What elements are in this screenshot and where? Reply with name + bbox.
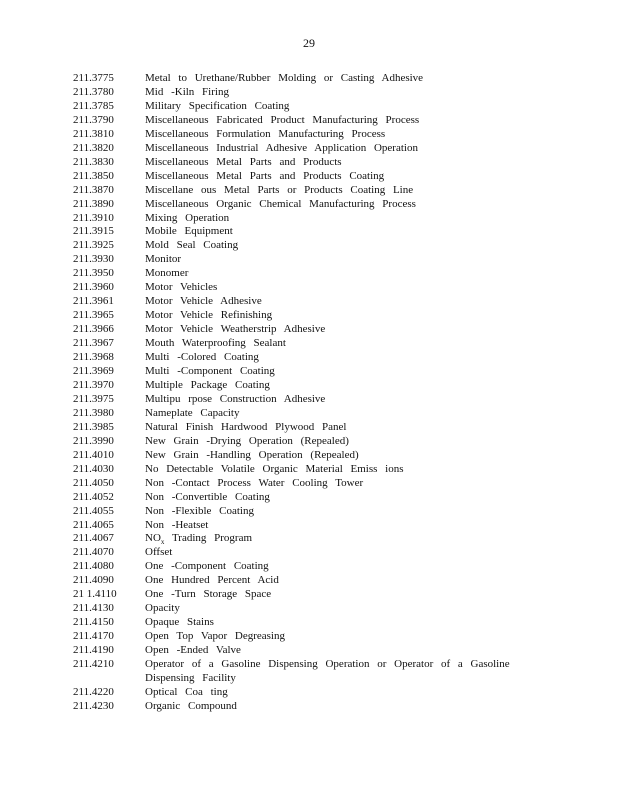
section-number: 211.3970	[73, 378, 114, 391]
section-title	[145, 435, 593, 449]
list-item	[73, 477, 593, 491]
section-title-line: Natural Finish Hardwood Plywood Panel	[145, 420, 347, 433]
section-title	[145, 239, 593, 253]
section-title-line: Mobile Equipment	[145, 225, 233, 238]
section-number: 211.3790	[73, 113, 114, 126]
list-item	[73, 142, 593, 156]
section-number: 211.3961	[73, 295, 114, 308]
section-title	[145, 407, 593, 421]
list-item	[73, 630, 593, 644]
section-title-line: Non -Flexible Coating	[145, 504, 254, 517]
list-item	[73, 267, 593, 281]
section-title	[145, 309, 593, 323]
section-number: 211.3980	[73, 406, 114, 419]
section-number: 211.4210	[73, 658, 114, 671]
section-number: 211.3950	[73, 267, 114, 280]
list-item	[73, 212, 593, 226]
list-item	[73, 644, 593, 658]
section-title	[145, 686, 593, 700]
section-title-line: Mid -Kiln Firing	[145, 85, 229, 98]
page-number: 29	[303, 36, 315, 50]
section-title	[145, 546, 593, 560]
section-title-line: Multi -Colored Coating	[145, 351, 259, 364]
list-item	[73, 393, 593, 407]
section-number: 211.3780	[73, 85, 114, 98]
section-number: 211.4010	[73, 448, 114, 461]
section-title-line: Nameplate Capacity	[145, 406, 240, 419]
section-title	[145, 658, 593, 686]
section-title-line: Non -Convertible Coating	[145, 490, 270, 503]
section-title	[145, 184, 593, 198]
section-title	[145, 532, 593, 546]
section-title-line: One Hundred Percent Acid	[145, 574, 279, 587]
section-number: 211.3890	[73, 197, 114, 210]
section-number: 211.3975	[73, 392, 114, 405]
list-item	[73, 602, 593, 616]
section-title-line: Multi -Component Coating	[145, 365, 275, 378]
title-text: NO	[145, 532, 161, 545]
section-title	[145, 351, 593, 365]
section-title-line: Organic Compound	[145, 699, 237, 712]
section-number: 211.4050	[73, 476, 114, 489]
section-number: 211.3969	[73, 365, 114, 378]
section-title	[145, 114, 593, 128]
section-number: 211.4230	[73, 699, 114, 712]
list-item	[73, 686, 593, 700]
list-item	[73, 281, 593, 295]
section-number: 211.3985	[73, 420, 114, 433]
section-number: 211.4080	[73, 560, 114, 573]
list-item	[73, 365, 593, 379]
section-number: 211.3910	[73, 211, 114, 224]
section-title	[145, 393, 593, 407]
section-title	[145, 337, 593, 351]
section-title	[145, 225, 593, 239]
section-title-line: Non -Heatset	[145, 518, 209, 531]
list-item	[73, 309, 593, 323]
section-title	[145, 281, 593, 295]
list-item	[73, 170, 593, 184]
section-number: 211.4170	[73, 630, 114, 643]
list-item	[73, 225, 593, 239]
section-number: 211.3785	[73, 99, 114, 112]
list-item	[73, 658, 593, 686]
section-title	[145, 267, 593, 281]
section-number: 211.3925	[73, 239, 114, 252]
section-title-line: Multipu rpose Construction Adhesive	[145, 392, 326, 405]
section-title	[145, 170, 593, 184]
section-title-line: Motor Vehicle Refinishing	[145, 309, 273, 322]
section-number: 211.4220	[73, 685, 114, 698]
section-number: 211.4065	[73, 518, 114, 531]
list-item	[73, 337, 593, 351]
section-title-line: Opaque Stains	[145, 616, 214, 629]
section-number: 211.3990	[73, 434, 114, 447]
section-title	[145, 588, 593, 602]
section-title-line: New Grain -Handling Operation (Repealed)	[145, 448, 359, 461]
section-title-line: Metal to Urethane/Rubber Molding or Casting Adhesive	[145, 72, 424, 84]
section-title-line: Opacity	[145, 602, 180, 615]
section-title	[145, 574, 593, 588]
section-title-line: One -Turn Storage Space	[145, 588, 272, 601]
section-title-line: Miscellaneous Metal Parts and Products Coating	[145, 169, 385, 182]
list-item	[73, 505, 593, 519]
list-item	[73, 588, 593, 602]
section-number: 211.4052	[73, 490, 114, 503]
section-number: 211.3915	[73, 225, 114, 238]
list-item	[73, 184, 593, 198]
section-title	[145, 100, 593, 114]
list-item	[73, 449, 593, 463]
list-item	[73, 700, 593, 714]
section-number: 211.3850	[73, 169, 114, 182]
definitions-list	[73, 72, 593, 714]
section-title	[145, 560, 593, 574]
section-title-line: Open Top Vapor Degreasing	[145, 630, 285, 643]
section-title	[145, 86, 593, 100]
list-item	[73, 463, 593, 477]
section-title	[145, 212, 593, 226]
list-item	[73, 295, 593, 309]
section-title-line: Multiple Package Coating	[145, 378, 270, 391]
section-title-line: Mixing Operation	[145, 211, 230, 224]
list-item	[73, 72, 593, 86]
section-title-line	[145, 532, 593, 546]
title-text: Trading Program	[164, 532, 253, 545]
section-title	[145, 156, 593, 170]
section-title-line: Miscellaneous Fabricated Product Manufacturing Process	[145, 113, 420, 126]
section-title-line: Optical Coa ting	[145, 685, 228, 698]
section-title-line: Dispensing Facility	[145, 671, 236, 684]
section-title	[145, 644, 593, 658]
section-title-line: Miscellaneous Formulation Manufacturing Process	[145, 127, 386, 140]
section-title	[145, 128, 593, 142]
list-item	[73, 198, 593, 212]
section-title	[145, 142, 593, 156]
section-title-line: Motor Vehicle Weatherstrip Adhesive	[145, 323, 326, 336]
section-number: 211.3966	[73, 323, 114, 336]
list-item	[73, 351, 593, 365]
section-title-line: Motor Vehicles	[145, 281, 218, 294]
list-item	[73, 532, 593, 546]
section-title-line: No Detectable Volatile Organic Material Emiss ions	[145, 462, 404, 475]
section-title	[145, 477, 593, 491]
list-item	[73, 421, 593, 435]
section-title-line: Miscellaneous Industrial Adhesive Application Operation	[145, 141, 418, 154]
section-number: 211.4055	[73, 504, 114, 517]
section-title	[145, 323, 593, 337]
section-number: 211.3965	[73, 309, 114, 322]
section-number: 211.3930	[73, 253, 114, 266]
section-number: 211.3960	[73, 281, 114, 294]
section-title	[145, 379, 593, 393]
section-title-line: Offset	[145, 546, 173, 559]
section-number: 211.4070	[73, 546, 114, 559]
section-title	[145, 491, 593, 505]
list-item	[73, 491, 593, 505]
list-item	[73, 323, 593, 337]
section-title	[145, 602, 593, 616]
section-title-line: Miscellaneous Metal Parts and Products	[145, 155, 342, 168]
section-title-line: Miscellane ous Metal Parts or Products Coating Line	[145, 183, 414, 196]
section-title	[145, 421, 593, 435]
section-title-line: Military Specification Coating	[145, 99, 290, 112]
section-number: 21 1.4110	[73, 588, 117, 601]
section-number: 211.3968	[73, 351, 114, 364]
section-title	[145, 72, 593, 86]
list-item	[73, 435, 593, 449]
section-number: 211.3775	[73, 72, 114, 84]
list-item	[73, 379, 593, 393]
section-title-line: Mouth Waterproofing Sealant	[145, 337, 286, 350]
list-item	[73, 239, 593, 253]
section-number: 211.4030	[73, 462, 114, 475]
section-number: 211.3870	[73, 183, 114, 196]
section-title	[145, 505, 593, 519]
section-number: 211.4150	[73, 616, 114, 629]
section-title	[145, 630, 593, 644]
list-item	[73, 114, 593, 128]
section-title-line: Monitor	[145, 253, 182, 266]
list-item	[73, 86, 593, 100]
section-title	[145, 519, 593, 533]
section-number: 211.4090	[73, 574, 114, 587]
section-title-line: New Grain -Drying Operation (Repealed)	[145, 434, 349, 447]
section-number: 211.4067	[73, 532, 114, 545]
section-title	[145, 253, 593, 267]
section-title	[145, 700, 593, 714]
list-item	[73, 519, 593, 533]
section-number: 211.4190	[73, 644, 114, 657]
section-title-line: Motor Vehicle Adhesive	[145, 295, 262, 308]
section-number: 211.3967	[73, 337, 114, 350]
section-number: 211.4130	[73, 602, 114, 615]
section-title	[145, 365, 593, 379]
list-item	[73, 560, 593, 574]
section-number: 211.3810	[73, 127, 114, 140]
section-title	[145, 198, 593, 212]
list-item	[73, 128, 593, 142]
section-title-line: One -Component Coating	[145, 560, 269, 573]
section-title	[145, 295, 593, 309]
list-item	[73, 253, 593, 267]
section-title-line: Open -Ended Valve	[145, 644, 241, 657]
list-item	[73, 616, 593, 630]
section-title-line: Monomer	[145, 267, 189, 280]
section-title-line: Non -Contact Process Water Cooling Tower	[145, 476, 364, 489]
section-title	[145, 616, 593, 630]
section-number: 211.3830	[73, 155, 114, 168]
section-title-line: Mold Seal Coating	[145, 239, 239, 252]
section-title-line: Miscellaneous Organic Chemical Manufacturing Process	[145, 197, 416, 210]
list-item	[73, 407, 593, 421]
list-item	[73, 100, 593, 114]
section-title-line: Operator of a Gasoline Dispensing Operation or Operator of a Gasoline	[145, 658, 510, 671]
list-item	[73, 156, 593, 170]
list-item	[73, 574, 593, 588]
section-title	[145, 463, 593, 477]
section-title	[145, 449, 593, 463]
list-item	[73, 546, 593, 560]
subscript-text: x	[160, 538, 165, 547]
section-number: 211.3820	[73, 141, 114, 154]
